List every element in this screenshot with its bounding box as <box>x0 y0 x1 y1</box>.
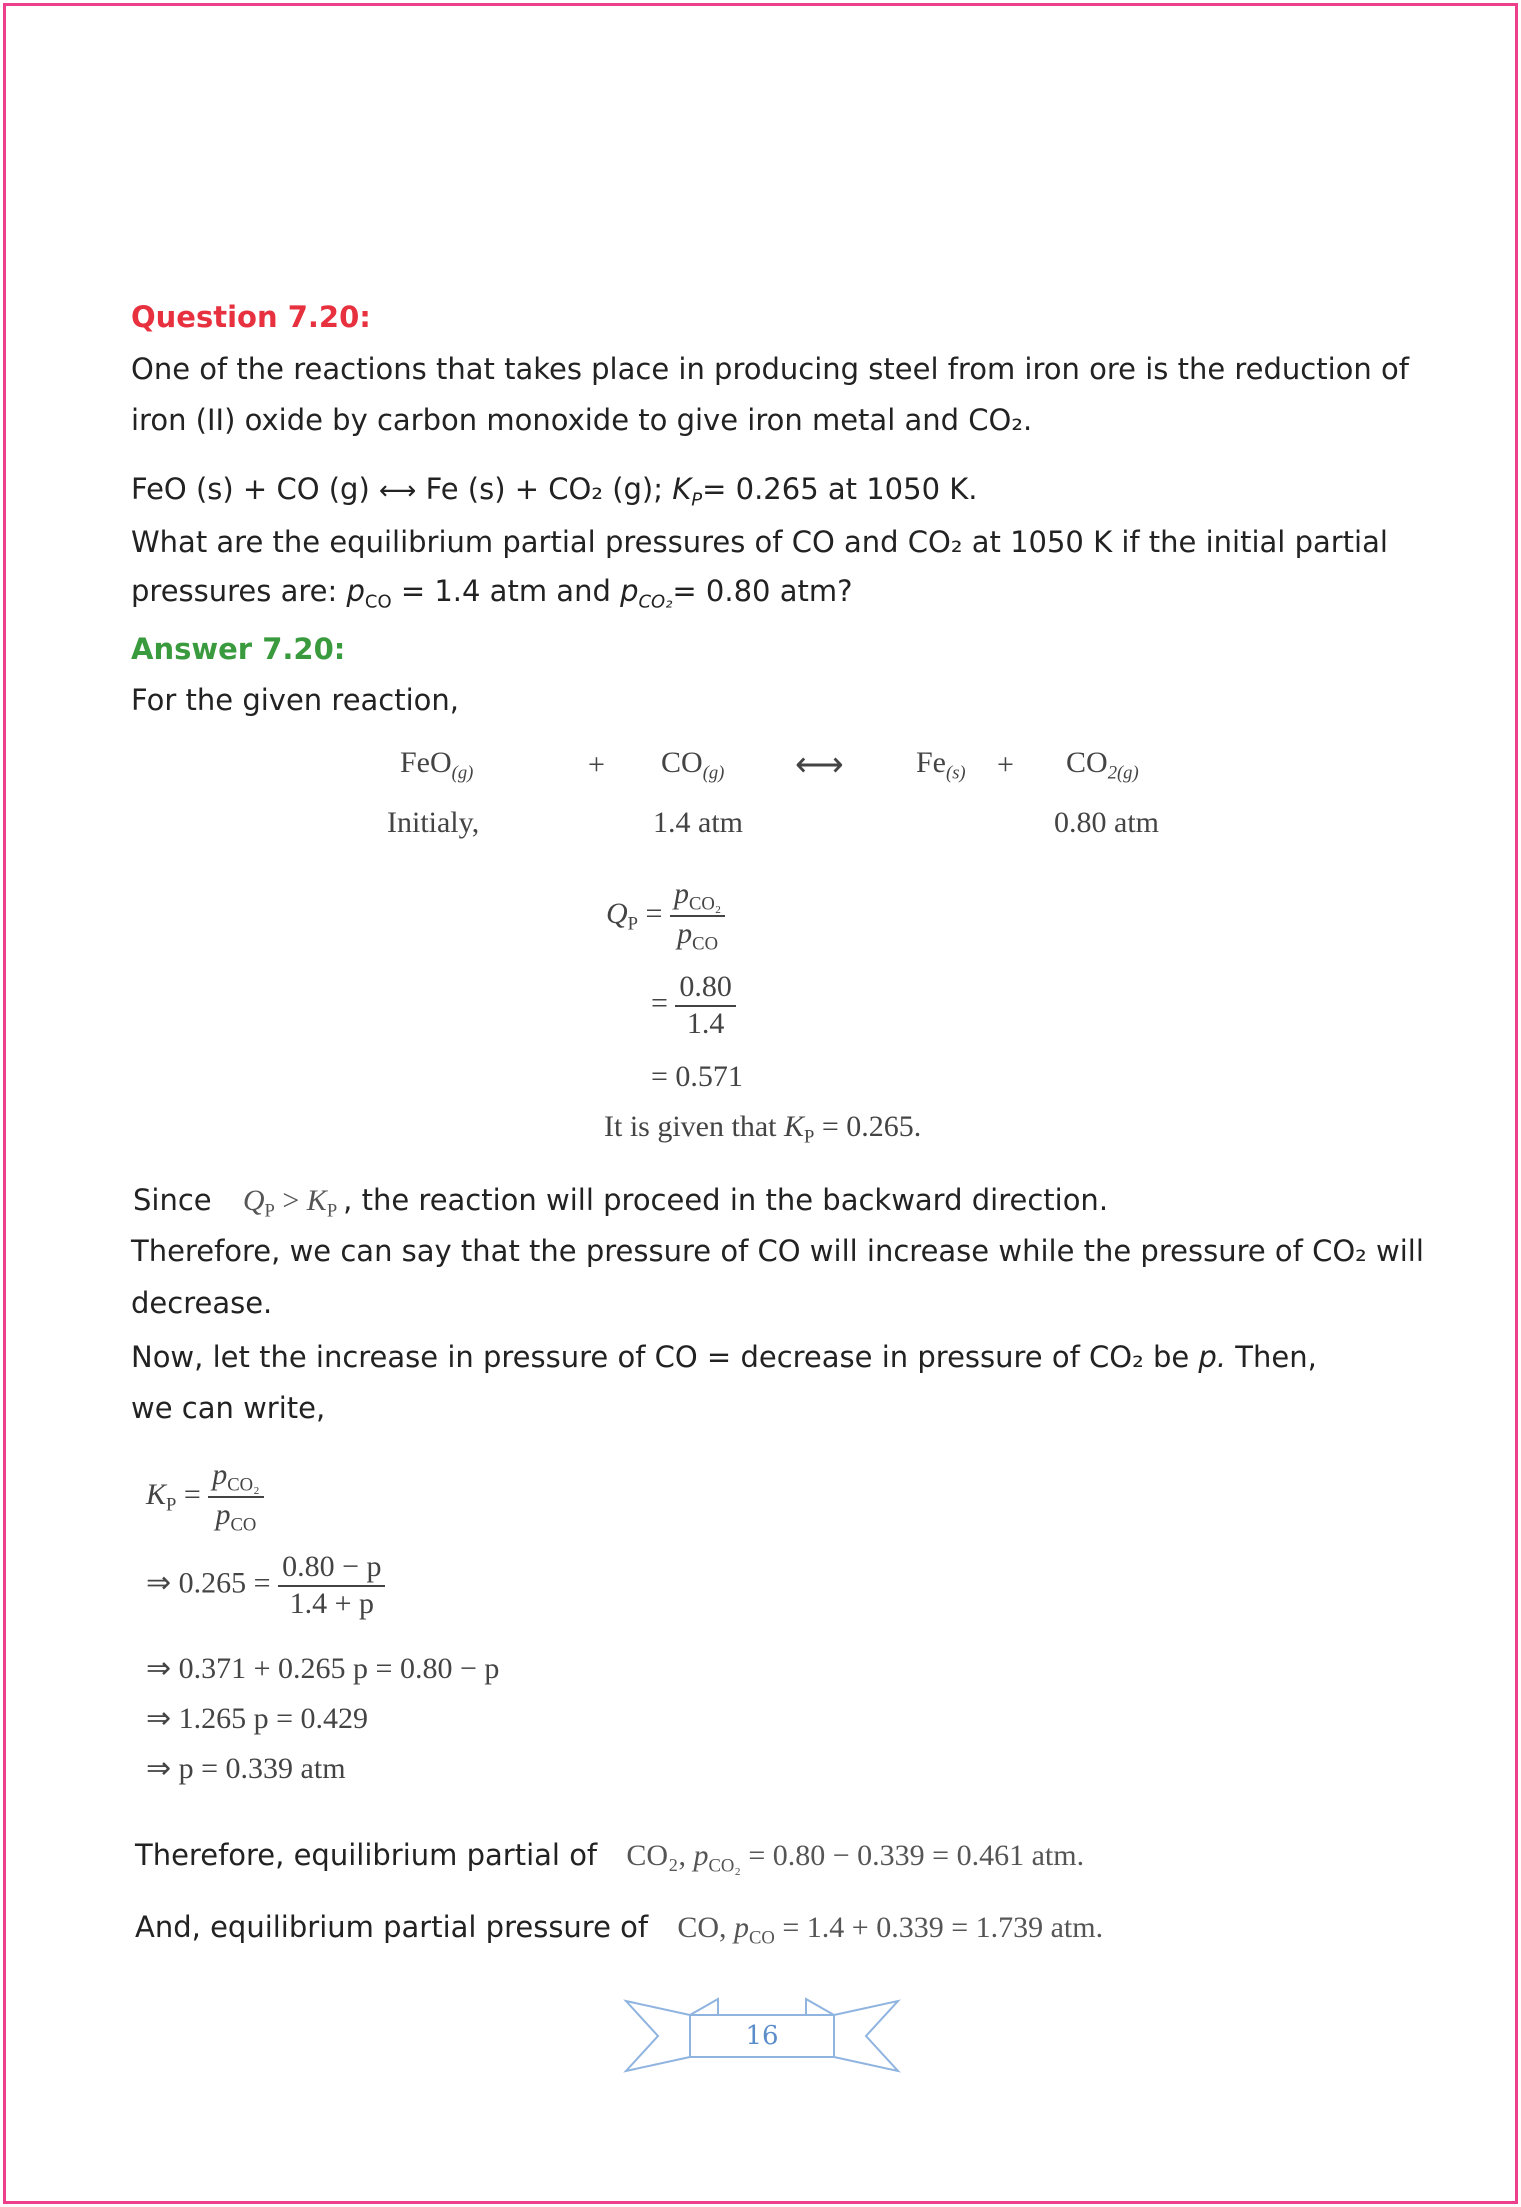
result-co: And, equilibrium partial pressure of CO, $p_{CO} = 1.4 + 0.339 = 1.739$ atm. <box>135 1910 1104 1949</box>
answer-heading: Answer 7.20: <box>131 632 346 666</box>
table-plus-1: + <box>588 748 605 781</box>
table-feo: FeO$_{(g)}$ <box>400 746 474 784</box>
pco2-sub: CO₂ <box>638 591 673 613</box>
kp-symbol: K <box>672 472 692 506</box>
pressures-label: pressures are: <box>131 574 347 608</box>
table-fe: $Fe_{(s)}$ <box>916 746 966 784</box>
pco-sub: CO <box>364 591 392 613</box>
question-text-line-2: iron (II) oxide by carbon monoxide to give iron metal and CO₂. <box>131 403 1033 437</box>
reaction-left: FeO (s) + CO (g) <box>131 472 370 506</box>
question-heading: Question 7.20: <box>131 300 371 334</box>
qp-fraction: $p_{CO_2}$ $p_{CO}$ <box>670 877 725 955</box>
result-co2: Therefore, equilibrium partial of CO₂, $p_{CO_2} = 0.80 - 0.339 = 0.461$ atm. <box>135 1838 1085 1877</box>
derivation-line-2: ⇒ 0.265 = $\frac{0.80 - p}{1.4 + p}$ <box>146 1550 385 1621</box>
derivation-line-4: ⇒ 1.265 p = 0.429 <box>146 1702 369 1735</box>
question-reaction <box>131 472 977 511</box>
table-co2: $CO_{2(g)}$ <box>1066 746 1139 784</box>
kp-value: = 0.265 at 1050 K. <box>702 472 978 506</box>
table-plus-2: + <box>997 748 1014 781</box>
qp-step-2: = $\frac{0.80}{1.4}$ <box>651 970 736 1041</box>
table-initial-label: Initialy, <box>387 806 480 839</box>
qp-equation: $Q_P$ = $p_{CO_2}$ $p_{CO}$ <box>606 877 725 955</box>
pco-value: = 1.4 atm and <box>391 574 621 608</box>
question-text-line-1: One of the reactions that takes place in producing steel from iron ore is the reduction of <box>131 352 1409 386</box>
therefore-line-2: decrease. <box>131 1286 273 1320</box>
given-kp: It is given that $K_P = 0.265$. <box>604 1110 922 1148</box>
answer-intro: For the given reaction, <box>131 683 460 717</box>
now-line: Now, let the increase in pressure of CO = decrease in pressure of CO₂ be p. Then, <box>131 1340 1317 1374</box>
since-line: Since $Q_P > K_P$ , the reaction will proceed in the backward direction. <box>133 1183 1109 1222</box>
page-number: 16 <box>745 2021 779 2051</box>
derivation-line-5: ⇒ p = 0.339 atm <box>146 1752 346 1785</box>
qp-step-3: = 0.571 <box>651 1060 743 1093</box>
table-arrow: ⟷ <box>795 747 844 784</box>
we-can-write: we can write, <box>131 1391 326 1425</box>
derivation-kp: $K_P$ = $p_{CO_2}$ $p_{CO}$ <box>146 1458 264 1536</box>
table-co2-initial: 0.80 atm <box>1054 806 1159 839</box>
pco2-symbol: p <box>620 574 639 608</box>
question-text-line-3: What are the equilibrium partial pressures of CO and CO₂ at 1050 K if the initial partial <box>131 525 1388 559</box>
table-co: $CO_{(g)}$ <box>661 746 725 784</box>
question-text-line-4 <box>131 574 853 613</box>
therefore-line-1: Therefore, we can say that the pressure of CO will increase while the pressure of CO₂ will <box>131 1234 1424 1268</box>
kp-sub: P <box>691 489 703 511</box>
pco2-value: = 0.80 atm? <box>672 574 853 608</box>
pco-symbol: p <box>346 574 365 608</box>
derivation-line-3: ⇒ 0.371 + 0.265 p = 0.80 − p <box>146 1652 500 1685</box>
page-number-banner <box>618 1995 906 2077</box>
reaction-right: Fe (s) + CO₂ (g); <box>425 472 673 506</box>
reaction-arrow: ⟷ <box>379 476 417 506</box>
table-co-initial: 1.4 atm <box>653 806 743 839</box>
